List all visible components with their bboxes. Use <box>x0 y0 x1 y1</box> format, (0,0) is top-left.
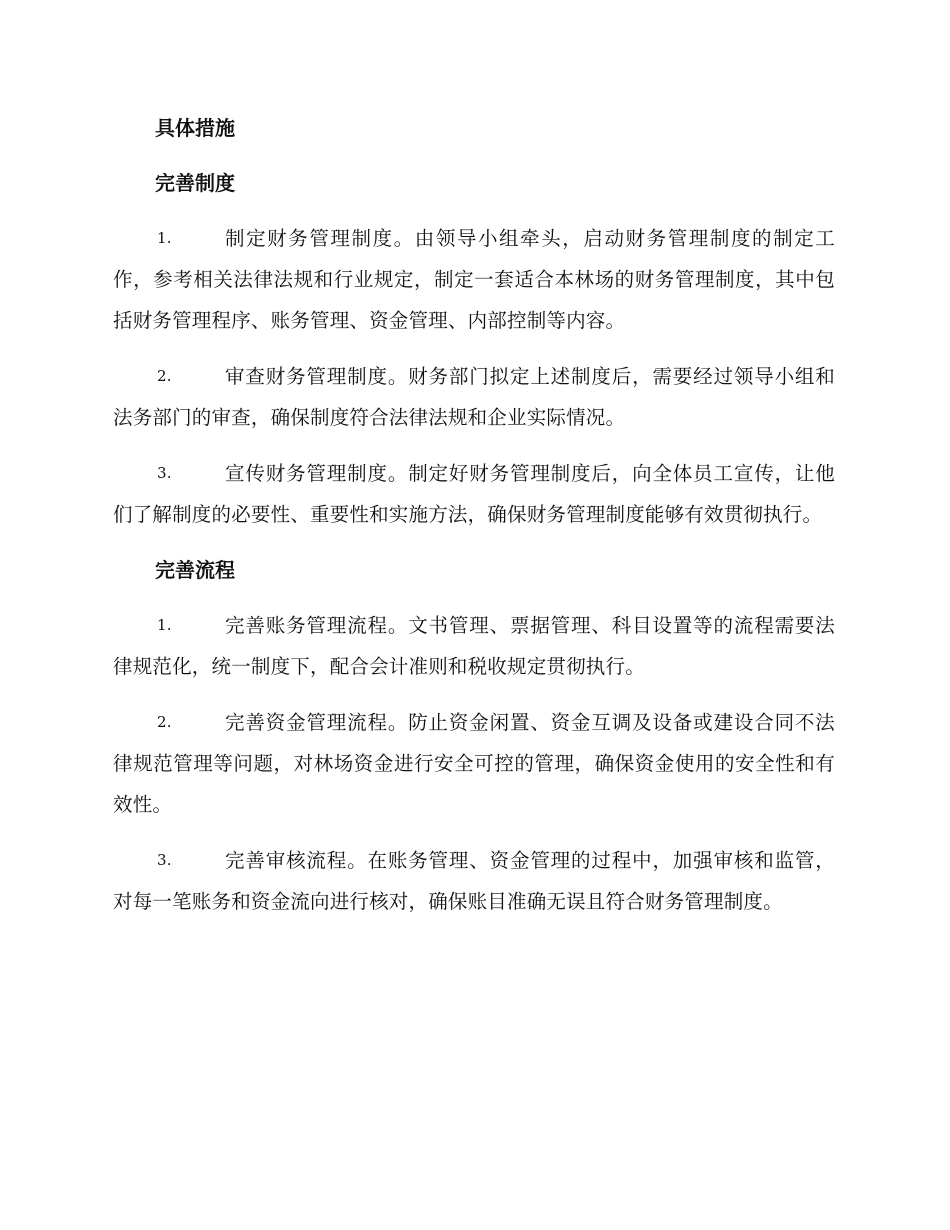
list-item-text: 完善资金管理流程。防止资金闲置、资金互调及设备或建设合同不法律规范管理等问题，对林场资金进行安全可控的管理，确保资金使用的安全性和有效性。 <box>113 711 835 816</box>
list-item-number: 1. <box>157 616 172 634</box>
list-item-number: 3. <box>157 851 172 869</box>
list-item <box>113 702 835 825</box>
list-item-number: 1. <box>157 229 172 247</box>
list-item-text: 宣传财务管理制度。制定好财务管理制度后，向全体员工宣传，让他们了解制度的必要性、重要性和实施方法，确保财务管理制度能够有效贯彻执行。 <box>113 462 835 526</box>
list-item-number: 2. <box>157 713 172 731</box>
group-heading-process: 完善流程 <box>155 558 235 582</box>
document-page <box>113 108 835 937</box>
list-item-number: 2. <box>157 367 172 385</box>
list-item-text: 完善审核流程。在账务管理、资金管理的过程中，加强审核和监管，对每一笔账务和资金流向进行核对，确保账目准确无误且符合财务管理制度。 <box>113 849 835 913</box>
list-item-number: 3. <box>157 464 172 482</box>
group-heading-system: 完善制度 <box>155 171 235 195</box>
list-item <box>113 218 835 341</box>
list-item-text: 完善账务管理流程。文书管理、票据管理、科目设置等的流程需要法律规范化，统一制度下，配合会计准则和税收规定贯彻执行。 <box>113 614 835 678</box>
list-item-text: 制定财务管理制度。由领导小组牵头，启动财务管理制度的制定工作，参考相关法律法规和行业规定，制定一套适合本林场的财务管理制度，其中包括财务管理程序、账务管理、资金管理、内部控制等内容。 <box>113 227 835 332</box>
list-item <box>113 840 835 922</box>
list-item <box>113 605 835 687</box>
list-item <box>113 356 835 438</box>
section-title: 具体措施 <box>155 116 235 140</box>
list-item-text: 审查财务管理制度。财务部门拟定上述制度后，需要经过领导小组和法务部门的审查，确保制度符合法律法规和企业实际情况。 <box>113 365 835 429</box>
list-item <box>113 453 835 535</box>
